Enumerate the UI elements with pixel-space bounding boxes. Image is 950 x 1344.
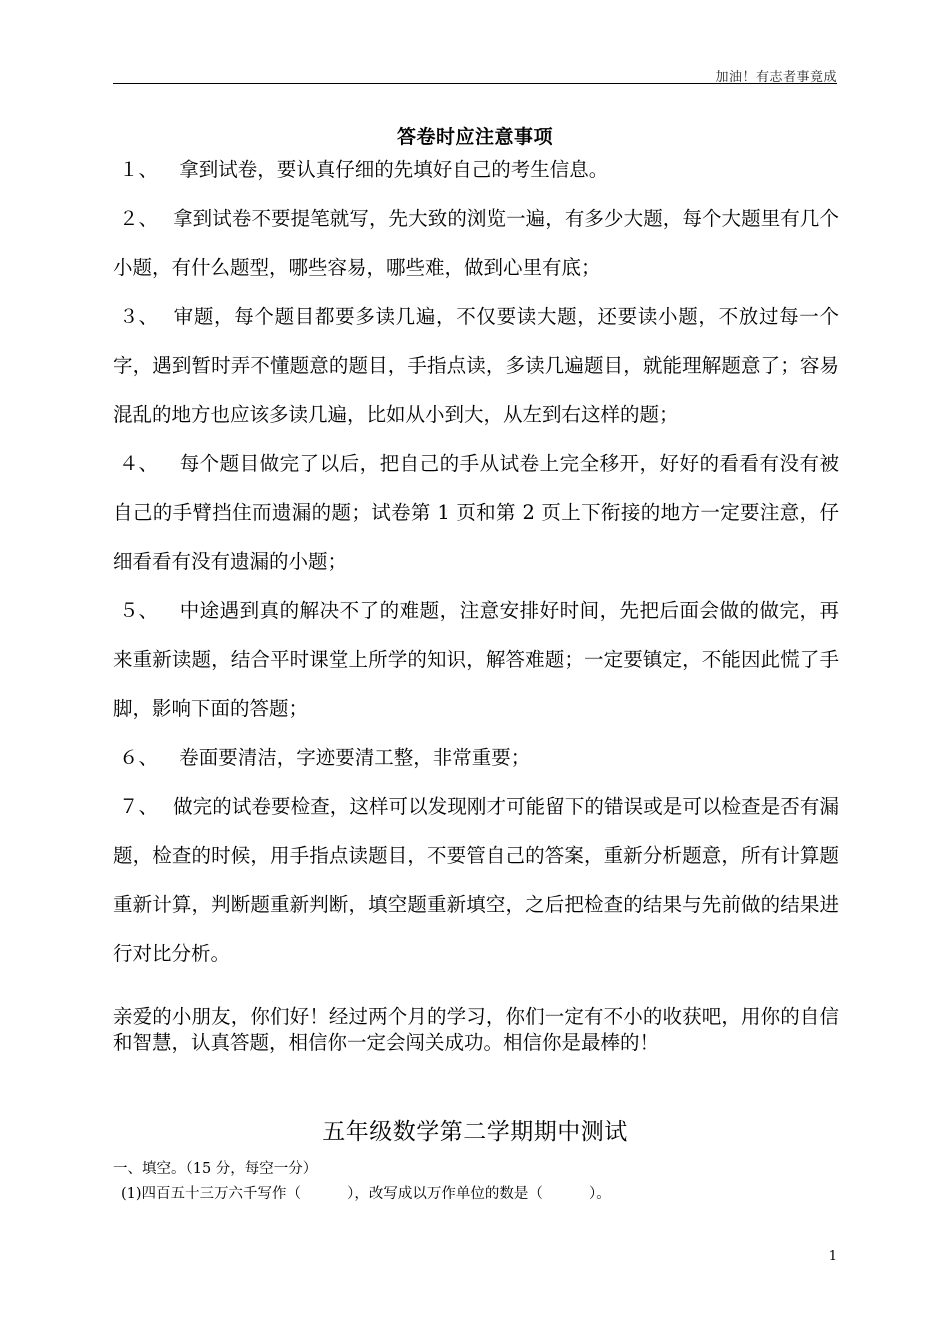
notice-item-number: ５、	[119, 599, 159, 622]
notice-item-number: ７、	[119, 795, 159, 818]
notice-item-number: ３、	[119, 305, 159, 328]
notice-item	[113, 292, 839, 439]
notice-item-number: ６、	[119, 746, 159, 769]
notice-item	[113, 194, 839, 292]
section-heading: 一、填空。（15 分，每空一分）	[113, 1161, 318, 1177]
notice-item-text: 每个题目做完了以后，把自己的手从试卷上完全移开，好好的看看有没有被自己的手臂挡住而遗漏的题；试卷第 1 页和第 2 页上下衔接的地方一定要注意，仔细看看有没有遗漏的小题；	[113, 452, 839, 573]
page-number: 1	[828, 1249, 837, 1264]
notice-item-number: １、	[119, 158, 159, 181]
notice-item-text: 拿到试卷不要提笔就写，先大致的浏览一遍，有多少大题，每个大题里有几个小题，有什么题型，哪些容易，哪些难，做到心里有底；	[113, 207, 839, 279]
notice-list	[113, 145, 839, 978]
header-motto: 加油！有志者事竟成	[715, 70, 837, 85]
notice-item-text: 拿到试卷，要认真仔细的先填好自己的考生信息。	[173, 158, 609, 181]
notice-item-text: 卷面要清洁，字迹要清工整，非常重要；	[173, 746, 531, 769]
notice-item	[113, 439, 839, 586]
notice-title: 答卷时应注意事项	[396, 126, 553, 148]
notice-item	[113, 586, 839, 733]
notice-item-text: 中途遇到真的解决不了的难题，注意安排好时间，先把后面会做的做完，再来重新读题，结合平时课堂上所学的知识，解答难题；一定要镇定，不能因此慌了手脚，影响下面的答题；	[113, 599, 839, 720]
question-1: (1)四百五十三万六千写作（ ），改写成以万作单位的数是（ ）。	[121, 1186, 611, 1202]
exam-title: 五年级数学第二学期期中测试	[322, 1119, 628, 1145]
notice-item-number: ４、	[119, 452, 159, 475]
notice-item	[113, 733, 839, 782]
notice-item	[113, 145, 839, 194]
header-divider	[113, 83, 837, 84]
notice-item-number: ２、	[119, 207, 159, 230]
notice-item-text: 审题，每个题目都要多读几遍，不仅要读大题，还要读小题，不放过每一个字，遇到暂时弄不懂题意的题目，手指点读，多读几遍题目，就能理解题意了；容易混乱的地方也应该多读几遍，比如从小到大，从左到右这样的题；	[113, 305, 839, 426]
notice-item	[113, 782, 839, 978]
notice-item-text: 做完的试卷要检查，这样可以发现刚才可能留下的错误或是可以检查是否有漏题，检查的时候，用手指点读题目，不要管自己的答案，重新分析题意，所有计算题重新计算，判断题重新判断，填空题重新填空，之后把检查的结果与先前做的结果进行对比分析。	[113, 795, 839, 965]
greeting-paragraph: 亲爱的小朋友，你们好！经过两个月的学习，你们一定有不小的收获吧，用你的自信和智慧，认真答题，相信你一定会闯关成功。相信你是最棒的！	[113, 1005, 839, 1054]
